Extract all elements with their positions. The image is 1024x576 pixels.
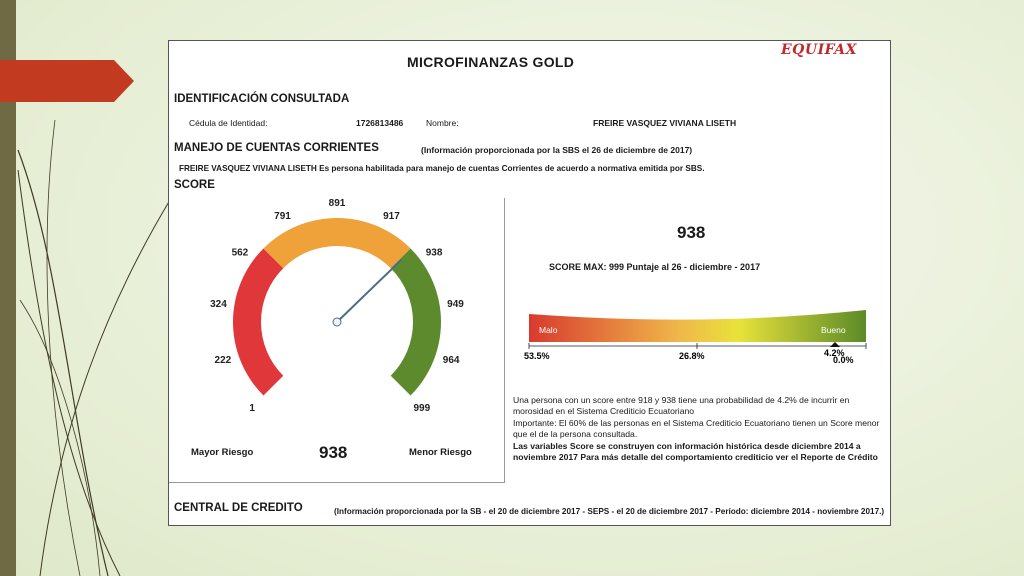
gauge-tick-label: 999 <box>413 402 431 414</box>
gauge-hub <box>333 318 341 326</box>
gauge-right-label: Menor Riesgo <box>409 447 472 458</box>
identification-heading: IDENTIFICACIÓN CONSULTADA <box>174 93 350 105</box>
explanation-importante: Importante: El 60% de las personas en el Sistema Crediticio Ecuatoriano tienen un Score menor que el de la persona consultada. <box>513 418 880 439</box>
central-note: (Información proporcionada por la SB - el 20 de diciembre 2017 - SEPS - el 20 de diciembre 2017 - Período: diciembre 2014 - noviembre 2017.) <box>334 507 885 516</box>
central-heading: CENTRAL DE CREDITO <box>174 502 303 514</box>
red-arrow-tab <box>0 60 134 102</box>
score-value: 938 <box>677 223 706 242</box>
gauge-arc-orange <box>263 218 410 268</box>
gauge-tick-label: 791 <box>274 211 291 223</box>
gauge-panel <box>169 198 505 483</box>
gauge-tick-label: 938 <box>425 247 443 259</box>
gauge-tick-label: 964 <box>442 355 460 367</box>
name-label: Nombre: <box>426 118 459 128</box>
score-heading: SCORE <box>174 179 215 191</box>
score-report-image <box>168 40 891 526</box>
gauge-tick-label: 1 <box>249 402 255 414</box>
gauge-needle <box>340 259 402 319</box>
bar-left-label: Malo <box>539 325 558 335</box>
explanation-variables: Las variables Score se construyen con información histórica desde diciembre 2014 a noviembre 2017 Para más detalle del comportamiento crediticio ver el Reporte de Crédito <box>513 441 878 462</box>
bar-pct-left: 53.5% <box>524 351 550 361</box>
bar-pct-right: 0.0% <box>833 355 854 365</box>
id-value: 1726813486 <box>356 118 404 128</box>
accounts-heading: MANEJO DE CUENTAS CORRIENTES <box>174 142 379 154</box>
gauge-arc-green <box>391 248 441 395</box>
explanation-probability: Una persona con un score entre 918 y 938 tiene una probabilidad de 4.2% de incurrir en morosidad en el Sistema Crediticio Ecuatoriano <box>513 395 850 416</box>
accounts-text: FREIRE VASQUEZ VIVIANA LISETH Es persona habilitada para manejo de cuentas Corrientes de acuerdo a normativa emitida por SBS. <box>179 164 705 173</box>
gauge-tick-label: 222 <box>214 355 232 367</box>
score-scale-bar <box>521 306 871 366</box>
report-title: MICROFINANZAS GOLD <box>407 54 575 70</box>
name-value: FREIRE VASQUEZ VIVIANA LISETH <box>593 118 737 128</box>
score-max-text: SCORE MAX: 999 Puntaje al 26 - diciembre - 2017 <box>549 262 761 272</box>
gauge-tick-label: 891 <box>328 198 346 209</box>
gauge-tick-label: 949 <box>447 299 464 311</box>
gauge-score: 938 <box>319 443 348 462</box>
id-label: Cédula de Identidad: <box>189 118 268 128</box>
accounts-note: (Información proporcionada por la SBS el 26 de diciembre de 2017) <box>421 145 693 155</box>
bar-pct-mid: 26.8% <box>679 351 705 361</box>
gauge-tick-label: 917 <box>383 211 400 223</box>
gauge-left-label: Mayor Riesgo <box>191 447 254 458</box>
equifax-logo: EQUIFAX <box>781 42 857 58</box>
gauge-tick-label: 562 <box>231 247 249 259</box>
gauge-arc-red <box>233 248 283 395</box>
bar-right-label: Bueno <box>821 325 846 335</box>
bar-marker <box>830 342 840 347</box>
score-gauge <box>169 198 505 428</box>
gauge-tick-label: 324 <box>210 299 227 311</box>
bar-pct-marker: 4.2% <box>824 348 845 358</box>
